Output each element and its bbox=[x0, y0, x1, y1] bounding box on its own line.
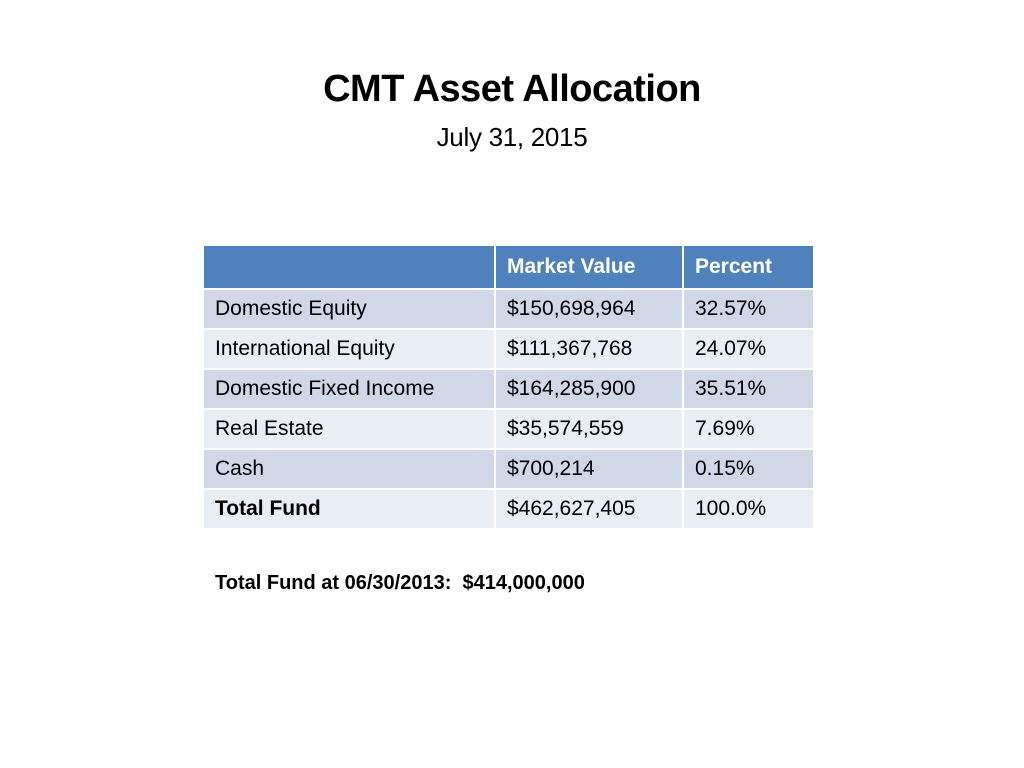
cell-percent: 24.07% bbox=[683, 329, 813, 369]
cell-market-value: $164,285,900 bbox=[495, 369, 683, 409]
cell-category-total: Total Fund bbox=[204, 489, 495, 529]
footnote-label: Total Fund at 06/30/2013: bbox=[215, 572, 452, 594]
table-row-total bbox=[204, 489, 813, 529]
page-subtitle: July 31, 2015 bbox=[436, 122, 588, 152]
cell-category: Domestic Equity bbox=[204, 289, 495, 329]
header-percent: Percent bbox=[683, 246, 813, 289]
header-market-value: Market Value bbox=[495, 246, 683, 289]
table-row bbox=[204, 409, 813, 449]
cell-percent: 0.15% bbox=[683, 449, 813, 489]
cell-market-value: $150,698,964 bbox=[495, 289, 683, 329]
footnote-value: $414,000,000 bbox=[462, 572, 585, 594]
cell-percent: 35.51% bbox=[683, 369, 813, 409]
table-row bbox=[204, 449, 813, 489]
cell-market-value: $35,574,559 bbox=[495, 409, 683, 449]
allocation-table bbox=[204, 246, 813, 530]
cell-market-value-total: $462,627,405 bbox=[495, 489, 683, 529]
cell-category: Real Estate bbox=[204, 409, 495, 449]
cell-category: International Equity bbox=[204, 329, 495, 369]
cell-market-value: $111,367,768 bbox=[495, 329, 683, 369]
table-row bbox=[204, 289, 813, 329]
page-title: CMT Asset Allocation bbox=[323, 68, 701, 110]
cell-percent-total: 100.0% bbox=[683, 489, 813, 529]
header-category bbox=[204, 246, 495, 289]
cell-market-value: $700,214 bbox=[495, 449, 683, 489]
footnote bbox=[215, 572, 585, 595]
table-row bbox=[204, 369, 813, 409]
cell-category: Cash bbox=[204, 449, 495, 489]
cell-percent: 7.69% bbox=[683, 409, 813, 449]
table-row bbox=[204, 329, 813, 369]
cell-category: Domestic Fixed Income bbox=[204, 369, 495, 409]
cell-percent: 32.57% bbox=[683, 289, 813, 329]
table-header-row bbox=[204, 246, 813, 289]
